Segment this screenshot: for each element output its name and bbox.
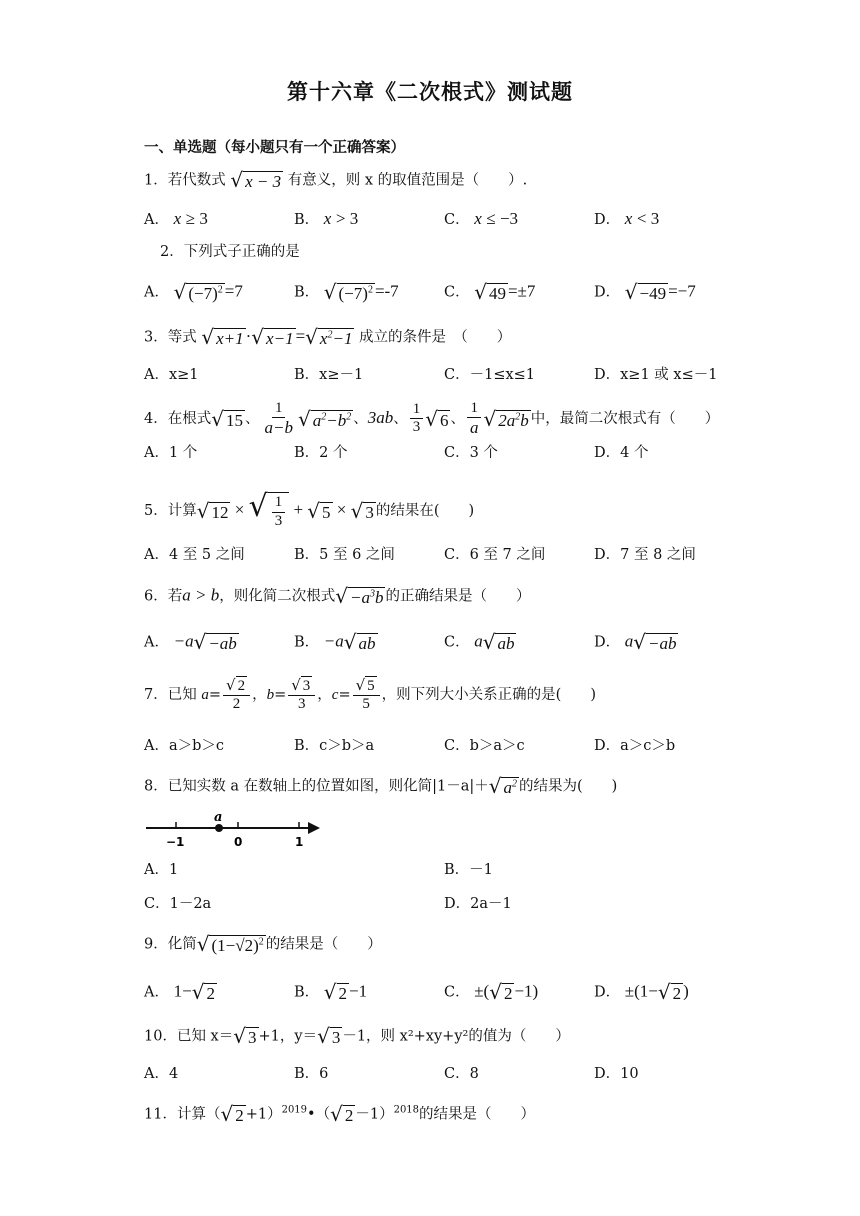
page-title: 第十六章《二次根式》测试题 — [287, 79, 573, 104]
q9-option-d: D． ±(1−√ 2 ) — [594, 980, 689, 1004]
q5-option-a: A．4 至 5 之间 — [144, 547, 245, 563]
q7-option-d: D．a＞c＞b — [594, 738, 676, 754]
q3-option-b: B．x≥－1 — [294, 367, 364, 383]
q10-option-a: A．4 — [144, 1066, 179, 1082]
tick-label: −1 — [166, 835, 185, 849]
q6-option-c: C． a√ ab — [444, 630, 515, 654]
q4-option-c: C．3 个 — [444, 445, 498, 461]
question-5: 5．计算√ 12 × √ $\frac{1}{3}$ + √ 5 × √ 3 的结果在( ) — [144, 489, 475, 529]
q8-option-b: B．－1 — [444, 862, 493, 878]
q1-option-b: B． x > 3 — [294, 209, 359, 228]
question-1: 1．若代数式 √ x − 3 有意义，则 x 的取值范围是（ ）. — [144, 168, 528, 192]
q5-option-d: D．7 至 8 之间 — [594, 547, 696, 563]
q8-option-a: A．1 — [144, 862, 179, 878]
q6-option-a: A． −a√ −ab — [144, 630, 237, 654]
q4-option-b: B．2 个 — [294, 445, 348, 461]
q10-option-b: B．6 — [294, 1066, 329, 1082]
number-line-figure — [144, 808, 322, 850]
q9-option-a: A． 1−√ 2 — [144, 980, 215, 1004]
q7-option-a: A．a＞b＞c — [144, 738, 225, 754]
q2-option-b: B． √ $(-7)^2 =-7$ — [294, 280, 399, 304]
q3-option-d: D．x≥1 或 x≤－1 — [594, 367, 718, 383]
q7-option-b: B．c＞b＞a — [294, 738, 375, 754]
tick-label: 1 — [295, 835, 304, 849]
question-6: 6．若a > b，则化简二次根式√ $-a^3b$ 的正确结果是（ ） — [144, 584, 531, 608]
q5-option-c: C．6 至 7 之间 — [444, 547, 546, 563]
q10-option-d: D．10 — [594, 1066, 639, 1082]
q8-option-c: C．1－2a — [144, 896, 212, 912]
q5-option-b: B．5 至 6 之间 — [294, 547, 395, 563]
point-a-label: a — [214, 810, 223, 825]
q3-option-a: A．x≥1 — [144, 367, 199, 383]
question-9: 9．化简√ $(1-√2)^2$ 的结果是（ ） — [144, 932, 382, 956]
question-8: 8．已知实数 a 在数轴上的位置如图，则化简|1－a|＋√ $a^2$ 的结果为( ) — [144, 774, 618, 798]
q2-option-d: D． √ −49 =−7 — [594, 280, 696, 304]
q2-option-a: A． √ $(-7)^2 =7$ — [144, 280, 243, 304]
q3-option-c: C．－1≤x≤1 — [444, 367, 536, 383]
q2-option-c: C． √ 49 =±7 — [444, 280, 536, 304]
question-7: 7．已知 a= $\frac{√ 2}{2}$ ，b= $\frac{√ 3}{3}$ ，c= $\frac{√ 5}{5}$ ，则下列大小关系正确的是( ) — [144, 676, 596, 713]
tick-label: 0 — [234, 835, 243, 849]
q1-option-a: A． x ≥ 3 — [144, 209, 208, 228]
question-2: 2．下列式子正确的是 — [160, 244, 300, 260]
section-header: 一、单选题（每小题只有一个正确答案） — [144, 139, 405, 156]
q1-option-c: C． x ≤ −3 — [444, 209, 519, 228]
q9-option-b: B． √ 2 −1 — [294, 980, 368, 1004]
q4-option-a: A．1 个 — [144, 445, 198, 461]
q6-option-d: D． a√ −ab — [594, 630, 677, 654]
q6-option-b: B． −a√ ab — [294, 630, 376, 654]
q7-option-c: C．b＞a＞c — [444, 738, 525, 754]
q9-option-c: C． ±(√ 2 −1) — [444, 980, 539, 1004]
point-a-marker — [215, 824, 223, 832]
q4-option-d: D．4 个 — [594, 445, 649, 461]
q8-option-d: D．2a－1 — [444, 896, 512, 912]
q1-option-d: D． x < 3 — [594, 209, 660, 228]
question-11: 11．计算（√ 2 +1）$^{2019}$•（√ 2 －1）$^{2018}$的结果是（ ） — [144, 1102, 536, 1126]
question-4: 4．在根式√ 15 、 $\frac{1}{a-b}$ √ $a^2-b^2$ 、3ab、 $\frac{1}{3}$ √ 6 、 $\frac{1}{a}$ √ $2a^2b$ 中，最简二次根式有（ ） — [144, 400, 720, 438]
sqrt-expression: √ x − 3 — [230, 168, 282, 192]
question-10: 10．已知 x＝√ 3 +1，y＝√ 3 －1，则 x²+xy+y²的值为（ ） — [144, 1024, 570, 1048]
q10-option-c: C．8 — [444, 1066, 479, 1082]
question-3: 3．等式 √ x+1 ·√ x−1 =√ $x^2-1$ 成立的条件是 （ ） — [144, 325, 512, 349]
